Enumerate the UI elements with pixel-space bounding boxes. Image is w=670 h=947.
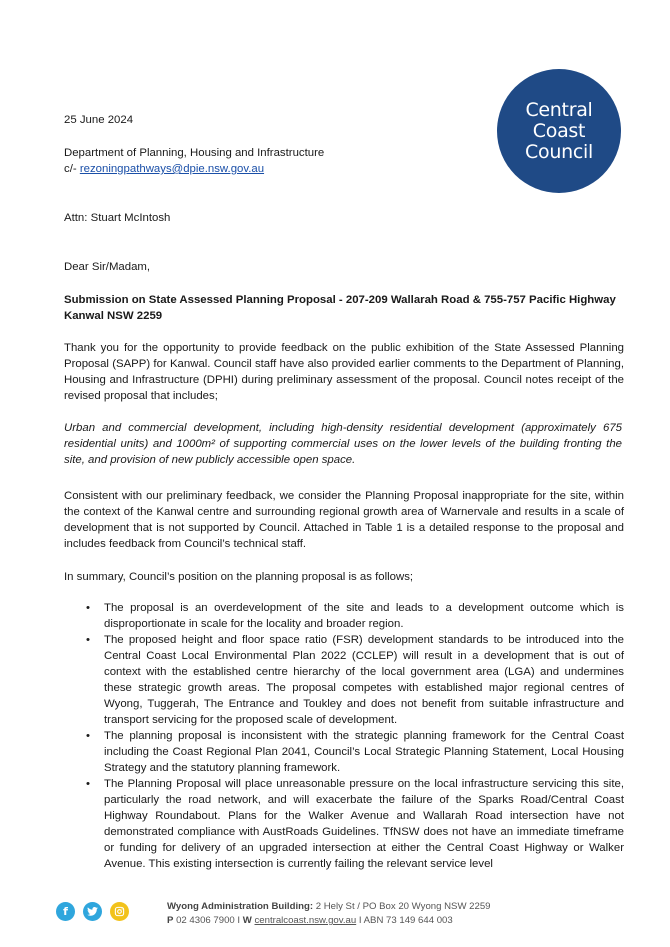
position-bullet-list xyxy=(64,600,624,872)
facebook-icon[interactable]: f xyxy=(56,902,75,921)
recipient-department: Department of Planning, Housing and Infrastructure xyxy=(64,147,325,159)
list-item: • The Planning Proposal will place unreasonable pressure on the local infrastructure servicing this site, particularly the road network, and will exacerbate the failure of the Sparks Road/Central Coast Highway Roundabout. Plans for the Walker Avenue and Wallarah Road intersection have not demonstrated compliance with AustRoads Guidelines. TfNSW does not have an immediate timeframe or funding for delivery of an upgraded intersection at either the Central Coast Highway or Walker Avenue. This existing intersection is currently failing the relevant service level xyxy=(64,776,624,872)
intro-paragraph: Thank you for the opportunity to provide feedback on the public exhibition of the State Assessed Planning Proposal (SAPP) for Kanwal. Council staff have also provided earlier comments to the Department of Planning, Housing and Infrastructure (DPHI) during preliminary assessment of the proposal. Council notes receipt of the revised proposal that includes; xyxy=(64,342,624,402)
recipient-address xyxy=(64,145,624,177)
twitter-icon[interactable] xyxy=(83,902,102,921)
logo-line-1: Central xyxy=(525,98,593,121)
letter-footer xyxy=(167,900,491,928)
feedback-paragraph: Consistent with our preliminary feedback, we consider the Planning Proposal inappropriate for the site, within the context of the Kanwal centre and surrounding regional growth area of Warnervale and results in a scale of development that is not supported by Council. Attached in Table 1 is a detailed response to the proposal and includes feedback from Council’s technical staff. xyxy=(64,490,624,550)
logo-line-3: Council xyxy=(525,140,593,163)
list-item: • The proposal is an overdevelopment of the site and leads to a development outcome which is disproportionate in scale for the locality and broader region. xyxy=(64,600,624,632)
salutation: Dear Sir/Madam, xyxy=(64,261,151,273)
instagram-icon[interactable] xyxy=(110,902,129,921)
twitter-bird-glyph xyxy=(87,907,98,916)
footer-building-label: Wyong Administration Building: xyxy=(167,901,314,912)
cfo-prefix: c/- xyxy=(64,163,80,175)
list-item: • The proposed height and floor space ratio (FSR) development standards to be introduced into the Central Coast Local Environmental Plan 2022 (CCLEP) will result in a development that is out of context with the established centre hierarchy of the local government area (LGA) and undermines these strategic growth areas. The proposal competes with established major regional centres of Wyong, Tuggerah, The Entrance and Toukley and does not benefit from suitable infrastructure and transport servicing for the proposed scale of development. xyxy=(64,632,624,728)
recipient-cfo-line xyxy=(64,161,624,177)
proposal-quote: Urban and commercial development, including high-density residential development (approximately 675 residential units) and 1000m² of supporting commercial uses on the lower levels of the building fronting the site, and provision of new publicly accessible open space. xyxy=(64,422,622,466)
footer-web-label: W xyxy=(242,915,252,926)
logo-line-2: Coast xyxy=(532,119,586,142)
letter-subject: Submission on State Assessed Planning Proposal - 207-209 Wallarah Road & 755-757 Pacific Highway Kanwal NSW 2259 xyxy=(64,294,616,322)
recipient-email-link[interactable]: rezoningpathways@dpie.nsw.gov.au xyxy=(79,163,265,175)
letter-date: 25 June 2024 xyxy=(64,114,134,126)
footer-line-1 xyxy=(167,900,491,914)
list-item: • The planning proposal is inconsistent with the strategic planning framework for the Central Coast including the Coast Regional Plan 2041, Council’s Local Strategic Planning Statement, Local Housing Strategy and the statutory planning framework. xyxy=(64,728,624,776)
footer-building-address: 2 Hely St / PO Box 20 Wyong NSW 2259 xyxy=(313,901,491,912)
footer-website-link[interactable]: centralcoast.nsw.gov.au xyxy=(254,915,357,926)
social-icons xyxy=(56,902,129,921)
summary-intro: In summary, Council’s position on the planning proposal is as follows; xyxy=(64,571,414,583)
footer-line-2 xyxy=(167,914,491,928)
footer-phone-label: P xyxy=(167,915,174,926)
footer-phone: 02 4306 7900 I xyxy=(173,915,243,926)
attention-line: Attn: Stuart McIntosh xyxy=(64,212,171,224)
instagram-camera-glyph xyxy=(114,906,125,917)
footer-abn: I ABN 73 149 644 003 xyxy=(356,915,453,926)
